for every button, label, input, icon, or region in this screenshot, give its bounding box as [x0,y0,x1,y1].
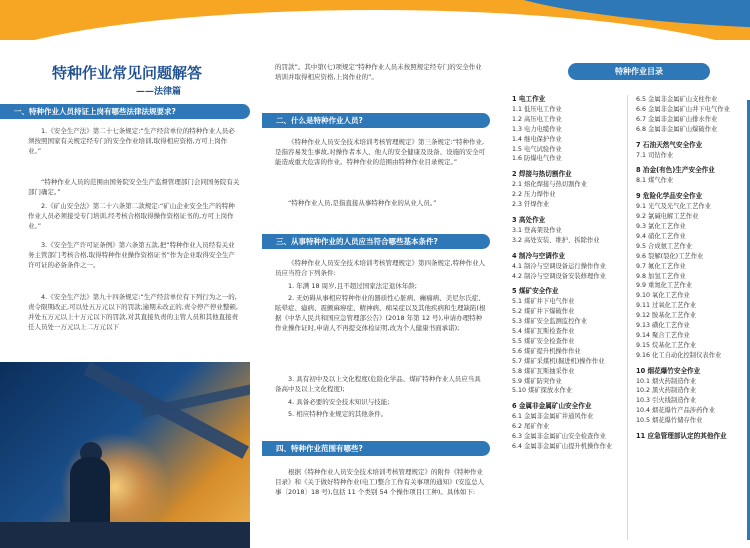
col2-paragraph-continued: 的罚款”。其中第(七)项规定“特种作业人员未按照规定经专门的安全作业培训并取得相应资格,上岗作业的”。 [275,63,482,81]
col2-s3-intro: 《特种作业人员安全技术培训考核管理规定》第四条规定,特种作业人员应当符合下列条件: [275,259,486,277]
catalog-heading: 特种作业目录 [568,63,710,80]
catalog-item: 6.3 金属非金属矿山安全检查作业 [512,433,606,441]
catalog-item: 9.5 合成氨工艺作业 [636,242,693,250]
catalog-category: 9 危险化学品安全作业 [636,192,703,201]
catalog-category: 4 制冷与空调作业 [512,251,566,260]
catalog-item: 5.10 煤矿探放水作业 [512,387,573,395]
catalog-item: 9.1 光气及光气化工艺作业 [636,203,711,211]
col2-s3-condition-3: 3. 具有初中及以上文化程度(危险化学品、煤矿特种作业人员应当具备高中及以上文化程度); [275,375,481,393]
catalog-item: 6.1 金属非金属矿井通风作业 [512,413,594,421]
catalog-item: 1.4 继电保护作业 [512,135,562,143]
catalog-item: 5.4 煤矿瓦斯检查作业 [512,328,575,336]
catalog-category: 5 煤矿安全作业 [512,287,559,296]
catalog-item: 9.6 裂解(裂化)工艺作业 [636,252,704,260]
col2-s2-paragraph-1: 《特种作业人员安全技术培训考核管理规定》第三条规定:“特种作业,是指容易发生事故,对操作者本人、他人的安全健康及设备、设施的安全可能造成重大危害的作业。特种作业的范围由特种作业目录规定。” [275,138,486,166]
welder-photo [0,362,250,548]
catalog-category: 6 金属非金属矿山安全作业 [512,402,592,411]
catalog-category: 1 电工作业 [512,95,546,103]
catalog-item: 9.2 氯碱电解工艺作业 [636,213,699,221]
catalog-item: 4.2 制冷与空调设备安装修理作业 [512,272,606,280]
catalog-item: 1.5 电气试验作业 [512,145,562,153]
catalog-category: 8 冶金(有色)生产安全作业 [636,166,715,175]
section-4-heading: 四、特种作业范围有哪些? [262,441,490,456]
catalog-item: 6.2 尾矿作业 [512,423,550,431]
section-1-heading: 一、特种作业人员持证上岗有哪些法律法规要求? [0,104,250,119]
col2-s2-paragraph-2: “特种作业人员,是指直接从事特种作业的从业人员。” [288,199,437,207]
col1-paragraph-4: 3.《安全生产许可证条例》第六条第五款,把“特种作业人员经有关业务主管部门考核合格,取得特种作业操作资格证书”作为企业取得安全生产许可证的必备条件之一。 [28,241,235,269]
catalog-item: 9.15 烷基化工艺作业 [636,341,697,349]
catalog-item: 4.1 制冷与空调设备运行操作作业 [512,262,606,270]
catalog-right-column [636,95,746,442]
col1-paragraph-3: 2.《矿山安全法》第二十六条第二款规定:“矿山企业安全生产的特种作业人员必须接受专门培训,经考核合格取得操作资格证书的,方可上岗作业。” [28,202,235,230]
catalog-item: 9.7 氟化工艺作业 [636,262,686,270]
catalog-item: 9.13 磺化工艺作业 [636,322,690,330]
col2-s4-paragraph: 根据《特种作业人员安全技术培训考核管理规定》的附件《特种作业目录》和《关于做好特种作业(电工)整合工作有关事项的通知》(安监总人事〔2018〕18 号),包括 11 个类别 54 个操作项目(工种)。具体如下: [275,468,485,496]
catalog-item: 1.6 防爆电气作业 [512,155,562,163]
catalog-item: 9.9 重氮化工艺作业 [636,282,693,290]
col1-paragraph-5: 4.《安全生产法》第九十四条规定:“生产经营单位有下列行为之一的,责令限期改正,可以处五万元以下的罚款;逾期未改正的,责令停产停业整顿,并处五万元以上十万元以下的罚款,对其直接负责的主管人员和其他直接责任人员处一万元以上二万元以下 [28,293,239,331]
catalog-item: 7.1 司钻作业 [636,151,674,159]
catalog-item: 5.5 煤矿安全检查作业 [512,337,575,345]
catalog-item: 9.14 聚合工艺作业 [636,331,690,339]
catalog-category: 3 高处作业 [512,215,546,224]
catalog-item: 5.1 煤矿井下电气作业 [512,298,575,306]
page-title: 特种作业常见问题解答 [52,64,203,82]
catalog-item: 9.11 过氧化工艺作业 [636,302,697,310]
catalog-item: 5.3 煤矿安全监测监控作业 [512,318,587,326]
col2-s3-condition-4: 4. 具备必要的安全技术知识与技能; [288,398,390,406]
catalog-item: 6.8 金属非金属矿山爆破作业 [636,125,718,133]
catalog-item: 2.1 熔化焊接与热切割作业 [512,181,587,189]
catalog-item: 5.8 煤矿瓦斯抽采作业 [512,367,575,375]
col2-s3-condition-2: 2. 无妨碍从事相应特种作业的器质性心脏病、癫痫病、美尼尔氏症、眩晕症、癔病、震颤麻痹症、精神病、痴呆症以及其他疾病和生理缺陷(根据《中华人民共和国应急管理部公告》(2018 年第 12 号),申请办理特种作业操作证时,申请人不再提交体检证明,改为个人健康书面承诺); [275,294,486,332]
catalog-item: 10.3 引火线制造作业 [636,397,697,405]
catalog-item: 10.5 烟花爆竹储存作业 [636,417,703,425]
catalog-item: 8.1 煤气作业 [636,177,674,185]
catalog-category: 2 焊接与热切割作业 [512,170,572,179]
catalog-item: 5.2 煤矿井下爆破作业 [512,308,575,316]
catalog-item: 9.4 硝化工艺作业 [636,232,686,240]
section-2-heading: 二、什么是特种作业人员? [262,113,490,128]
catalog-item: 2.2 压力焊作业 [512,191,556,199]
catalog-item: 2.3 钎焊作业 [512,201,550,209]
catalog-category: 10 烟花爆竹安全作业 [636,366,701,375]
photo-floor [0,522,250,548]
catalog-item: 6.6 金属非金属矿山井下电气作业 [636,105,730,113]
catalog-item: 9.10 氧化工艺作业 [636,292,690,300]
catalog-item: 3.1 登高架设作业 [512,226,562,234]
section-3-heading: 三、从事特种作业的人员应当符合哪些基本条件? [262,234,490,249]
catalog-item: 10.1 烟火药制造作业 [636,377,697,385]
col2-s3-condition-5: 5. 相应特种作业规定的其他条件。 [288,410,388,418]
catalog-item: 6.5 金属非金属矿山支柱作业 [636,96,718,103]
catalog-column-divider [627,95,628,540]
catalog-item: 5.6 煤矿提升机操作作业 [512,347,581,355]
catalog-item: 5.7 煤矿采煤机(掘进机)操作作业 [512,357,605,365]
catalog-item: 9.16 化工自动化控制仪表作业 [636,351,722,359]
col1-paragraph-1: 1.《安全生产法》第二十七条规定:“生产经营单位的特种作业人员必须按照国家有关规定经专门的安全作业培训,取得相应资格,方可上岗作业。” [28,127,235,155]
col1-paragraph-2: “特种作业人员的范围由国务院安全生产监督管理部门会同国务院有关部门确定。” [28,178,240,196]
catalog-item: 1.1 低压电工作业 [512,105,562,113]
catalog-item: 1.3 电力电缆作业 [512,125,562,133]
catalog-item: 10.2 黑火药制造作业 [636,387,697,395]
page-subtitle: ——法律篇 [136,87,182,97]
catalog-category: 7 石油天然气安全作业 [636,140,703,149]
catalog-item: 9.12 胺基化工艺作业 [636,312,697,320]
catalog-item: 6.4 金属非金属矿山提升机操作作业 [512,443,613,450]
catalog-item: 9.3 氯化工艺作业 [636,222,686,230]
catalog-left-column [512,95,626,452]
catalog-item: 1.2 高压电工作业 [512,115,562,123]
col2-s3-condition-1: 1. 年满 18 周岁,且不超过国家法定退休年龄; [288,282,417,290]
catalog-item: 9.8 加氢工艺作业 [636,272,686,280]
catalog-item: 3.2 高处安装、维护、拆除作业 [512,236,600,244]
catalog-item: 5.9 煤矿防突作业 [512,377,562,385]
catalog-category: 11 应急管理部认定的其他作业 [636,432,727,441]
catalog-item: 6.7 金属非金属矿山排水作业 [636,115,718,123]
catalog-item: 10.4 烟花爆竹产品涉药作业 [636,407,715,415]
